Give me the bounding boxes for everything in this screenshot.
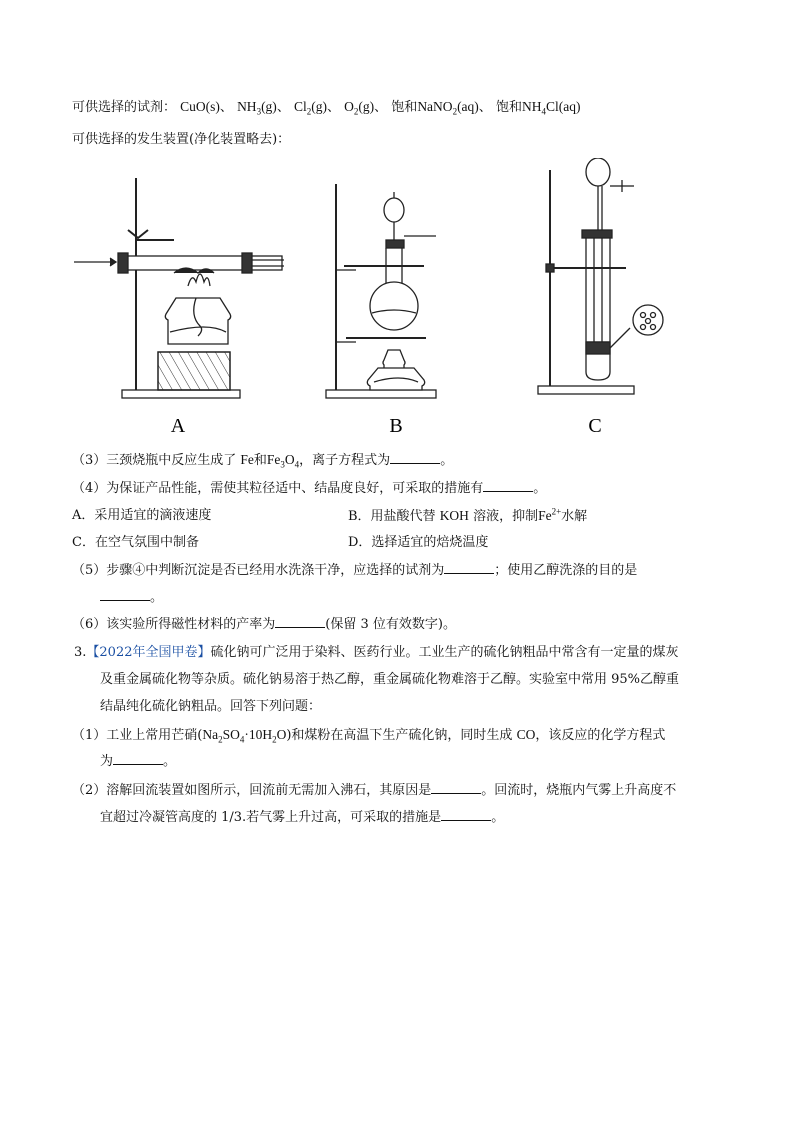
p3q2-blank-2[interactable] bbox=[441, 808, 491, 821]
apparatus-figure bbox=[66, 158, 706, 440]
apparatus-b bbox=[326, 184, 436, 398]
problem-3-source: 【2022年全国甲卷】 bbox=[86, 645, 211, 660]
label-a: A bbox=[170, 415, 186, 437]
question-3: （3）三颈烧瓶中反应生成了 Fe和$Fe_3O_4$，离子方程式为 。 bbox=[72, 452, 454, 470]
reagents-prefix: 可供选择的试剂： bbox=[72, 100, 177, 115]
devices-title: 可供选择的发生装置(净化装置略去)： bbox=[72, 132, 291, 147]
question-5-cont: 。 bbox=[100, 588, 163, 608]
problem-3-line2: 及重金属硫化物等杂质。硫化钠易溶于热乙醇，重金属硫化物难溶于乙醇。实验室中常用 95%乙醇重 bbox=[100, 672, 680, 687]
p3-question-2-cont: 宜超过冷凝管高度的 1/3.若气雾上升过高，可采取的措施是 。 bbox=[100, 810, 505, 825]
q4-option-c[interactable]: C．在空气氛围中制备 bbox=[72, 535, 199, 550]
q4-option-a[interactable]: A．采用适宜的滴液速度 bbox=[72, 508, 212, 523]
q4-option-d[interactable]: D．选择适宜的焙烧温度 bbox=[348, 535, 489, 550]
p3q2-blank-1[interactable] bbox=[431, 781, 481, 794]
p3q1-blank[interactable] bbox=[113, 752, 163, 765]
reagents-line: 可供选择的试剂： CuO(s)、 $NH_3(g)$、 $Cl_2(g)$、 $O_2(g)$、 饱和NaNO$_2$(aq)、 饱和$NH_4Cl(aq)$ bbox=[72, 99, 581, 117]
q3-blank[interactable] bbox=[390, 451, 440, 464]
p3-question-2: （2）溶解回流装置如图所示，回流前无需加入沸石，其原因是 。回流时，烧瓶内气雾上升高度不 bbox=[72, 783, 677, 798]
reagent-cl2: $Cl_2(g)$ bbox=[293, 99, 327, 117]
question-5: （5）步骤④中判断沉淀是否已经用水洗涤干净，应选择的试剂为 ；使用乙醇洗涤的目的是 bbox=[72, 563, 638, 578]
p3-question-1: （1）工业上常用芒硝$(Na_2SO_4\cdot 10H_2O)$和煤粉在高温下生产硫化钠，同时生成 CO，该反应的化学方程式 bbox=[72, 727, 666, 745]
reagent-nano2: 饱和NaNO$_2$(aq) bbox=[391, 99, 479, 117]
problem-3-line3: 结晶纯化硫化钠粗品。回答下列问题： bbox=[100, 699, 322, 714]
reagent-nh4cl: 饱和$NH_4Cl(aq)$ bbox=[495, 99, 581, 117]
question-4: （4）为保证产品性能，需使其粒径适中、结晶度良好，可采取的措施有 。 bbox=[72, 481, 547, 496]
q6-blank[interactable] bbox=[275, 615, 325, 628]
reagent-cuo: CuO(s) bbox=[180, 99, 220, 114]
p3-question-1-cont: 为 。 bbox=[100, 754, 177, 769]
apparatus-a bbox=[74, 178, 284, 398]
q5-blank-2[interactable] bbox=[100, 588, 150, 601]
label-c: C bbox=[588, 415, 602, 437]
label-b: B bbox=[389, 415, 403, 437]
q5-blank-1[interactable] bbox=[444, 561, 494, 574]
q4-text: （4）为保证产品性能，需使其粒径适中、结晶度良好，可采取的措施有 bbox=[72, 481, 484, 496]
q4-blank[interactable] bbox=[483, 479, 533, 492]
q3-text-a: （3）三颈烧瓶中反应生成了 Fe和$Fe_3O_4$，离子方程式为 bbox=[72, 452, 391, 470]
reagent-o2: $O_2(g)$ bbox=[344, 99, 375, 117]
apparatus-c bbox=[538, 158, 663, 394]
q4-option-b[interactable]: B．用盐酸代替 KOH 溶液，抑制$Fe^{2+}$水解 bbox=[348, 506, 588, 524]
problem-3-line1: 3.【2022年全国甲卷】硫化钠可广泛用于染料、医药行业。工业生产的硫化钠粗品中常含有一定量的煤灰 bbox=[74, 645, 679, 660]
question-6: （6）该实验所得磁性材料的产率为 (保留 3 位有效数字)。 bbox=[72, 617, 456, 632]
reagent-nh3: $NH_3(g)$ bbox=[237, 99, 277, 117]
